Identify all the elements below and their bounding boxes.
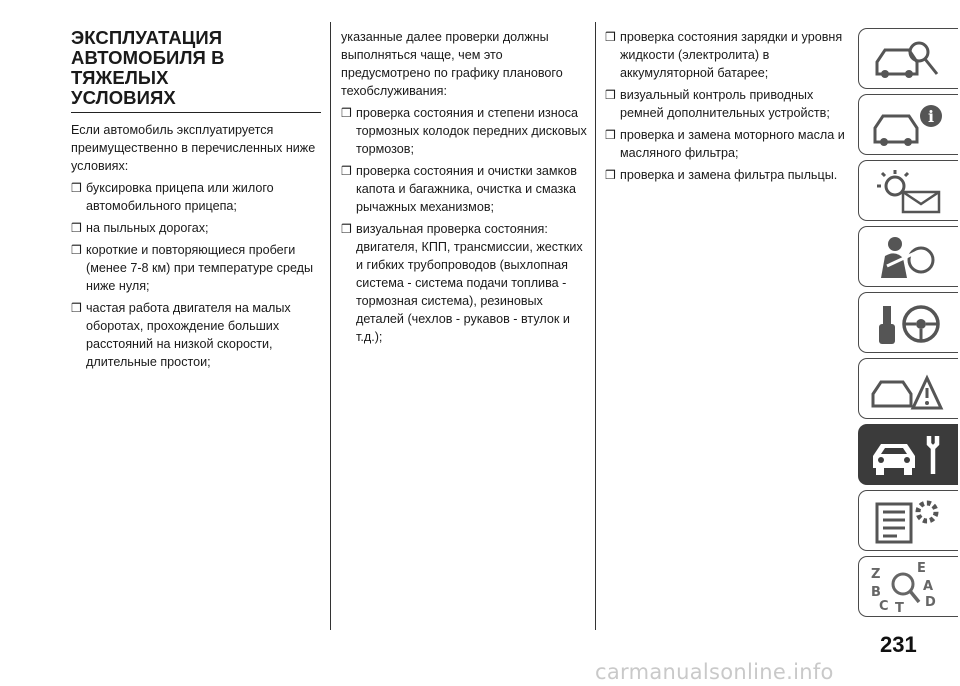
car-search-icon <box>867 34 947 84</box>
continuation-text: указанные далее проверки должны выполняться чаще, чем это предусмотрено по графику планового техобслуживания: <box>341 30 563 98</box>
car-info-icon <box>867 100 947 150</box>
checkbox-bullet-icon: ❒ <box>341 106 352 120</box>
tab-index[interactable] <box>858 556 958 617</box>
column-divider <box>330 22 331 630</box>
list-item <box>605 28 855 82</box>
list-item <box>71 219 321 237</box>
car-breakdown-warning-icon <box>867 364 947 414</box>
column-1 <box>71 28 321 375</box>
svg-text:A: A <box>923 579 934 594</box>
tab-car-info[interactable] <box>858 94 958 155</box>
tab-car-search[interactable] <box>858 28 958 89</box>
checkbox-bullet-icon: ❒ <box>341 164 352 178</box>
section-title-line-1: ЭКСПЛУАТАЦИЯ <box>71 27 223 48</box>
tab-technical-specs[interactable] <box>858 490 958 551</box>
list-item <box>71 241 321 295</box>
list-item <box>71 179 321 215</box>
warning-light-message-icon <box>867 166 947 216</box>
checkbox-bullet-icon: ❒ <box>341 222 352 236</box>
condition-text: на пыльных дорогах; <box>86 221 209 235</box>
key-steering-wheel-icon <box>867 298 947 348</box>
list-item <box>605 126 855 162</box>
svg-text:i: i <box>927 107 935 126</box>
column-divider <box>595 22 596 630</box>
specs-gear-icon <box>867 496 947 546</box>
checkbox-bullet-icon: ❒ <box>71 221 82 235</box>
svg-text:D: D <box>925 595 936 610</box>
alphabetical-index-icon <box>867 562 947 612</box>
check-text: проверка состояния и очистки замков капота и багажника, очистка и смазка рычажных механизмов; <box>356 164 577 214</box>
car-wrench-maintenance-icon <box>867 430 947 480</box>
svg-text:B: B <box>871 585 881 600</box>
list-item <box>341 104 591 158</box>
column-3 <box>605 28 855 188</box>
section-title-line-3: УСЛОВИЯХ <box>71 87 176 108</box>
intro-text: Если автомобиль эксплуатируется преимущественно в перечисленных ниже условиях: <box>71 123 316 173</box>
tab-maintenance[interactable] <box>858 424 958 485</box>
tab-warning-lights[interactable] <box>858 160 958 221</box>
condition-text: буксировка прицепа или жилого автомобильного прицепа; <box>86 181 274 213</box>
checkbox-bullet-icon: ❒ <box>71 243 82 257</box>
svg-text:C: C <box>879 599 889 612</box>
list-item <box>341 220 591 346</box>
checkbox-bullet-icon: ❒ <box>71 301 82 315</box>
column-2 <box>341 28 591 350</box>
section-title <box>71 28 321 113</box>
checkbox-bullet-icon: ❒ <box>71 181 82 195</box>
checkbox-bullet-icon: ❒ <box>605 128 616 142</box>
checkbox-bullet-icon: ❒ <box>605 88 616 102</box>
check-text: визуальная проверка состояния: двигателя, КПП, трансмиссии, жестких и гибких трубопроводов (выхлопная система - система подачи топлива - тормозная система), резиновых деталей (чехлов - рукавов - втулок и т.д.); <box>356 222 583 344</box>
svg-text:Z: Z <box>871 567 881 582</box>
checkbox-bullet-icon: ❒ <box>605 168 616 182</box>
chapter-tabs <box>858 28 958 622</box>
condition-text: короткие и повторяющиеся пробеги (менее 7-8 км) при температуре среды ниже нуля; <box>86 243 314 293</box>
list-item <box>605 166 855 184</box>
condition-text: частая работа двигателя на малых оборотах, прохождение больших расстояний на низкой скорости, длительные простои; <box>86 301 291 369</box>
tab-safety[interactable] <box>858 226 958 287</box>
section-title-line-2: АВТОМОБИЛЯ В ТЯЖЕЛЫХ <box>71 47 225 88</box>
check-text: проверка состояния зарядки и уровня жидкости (электролита) в аккумуляторной батарее; <box>620 30 843 80</box>
tab-emergency[interactable] <box>858 358 958 419</box>
list-item <box>605 86 855 122</box>
check-text: проверка и замена моторного масла и масляного фильтра; <box>620 128 845 160</box>
check-text: проверка состояния и степени износа тормозных колодок передних дисковых тормозов; <box>356 106 587 156</box>
list-item <box>341 162 591 216</box>
check-text: визуальный контроль приводных ремней дополнительных устройств; <box>620 88 830 120</box>
svg-text:T: T <box>895 601 904 612</box>
checkbox-bullet-icon: ❒ <box>605 30 616 44</box>
check-text: проверка и замена фильтра пыльцы. <box>620 168 838 182</box>
list-item <box>71 299 321 371</box>
watermark-text: carmanualsonline.info <box>595 660 834 684</box>
tab-starting-driving[interactable] <box>858 292 958 353</box>
page-number: 231 <box>880 632 917 657</box>
airbag-passenger-icon <box>867 232 947 282</box>
svg-text:E: E <box>917 562 926 576</box>
